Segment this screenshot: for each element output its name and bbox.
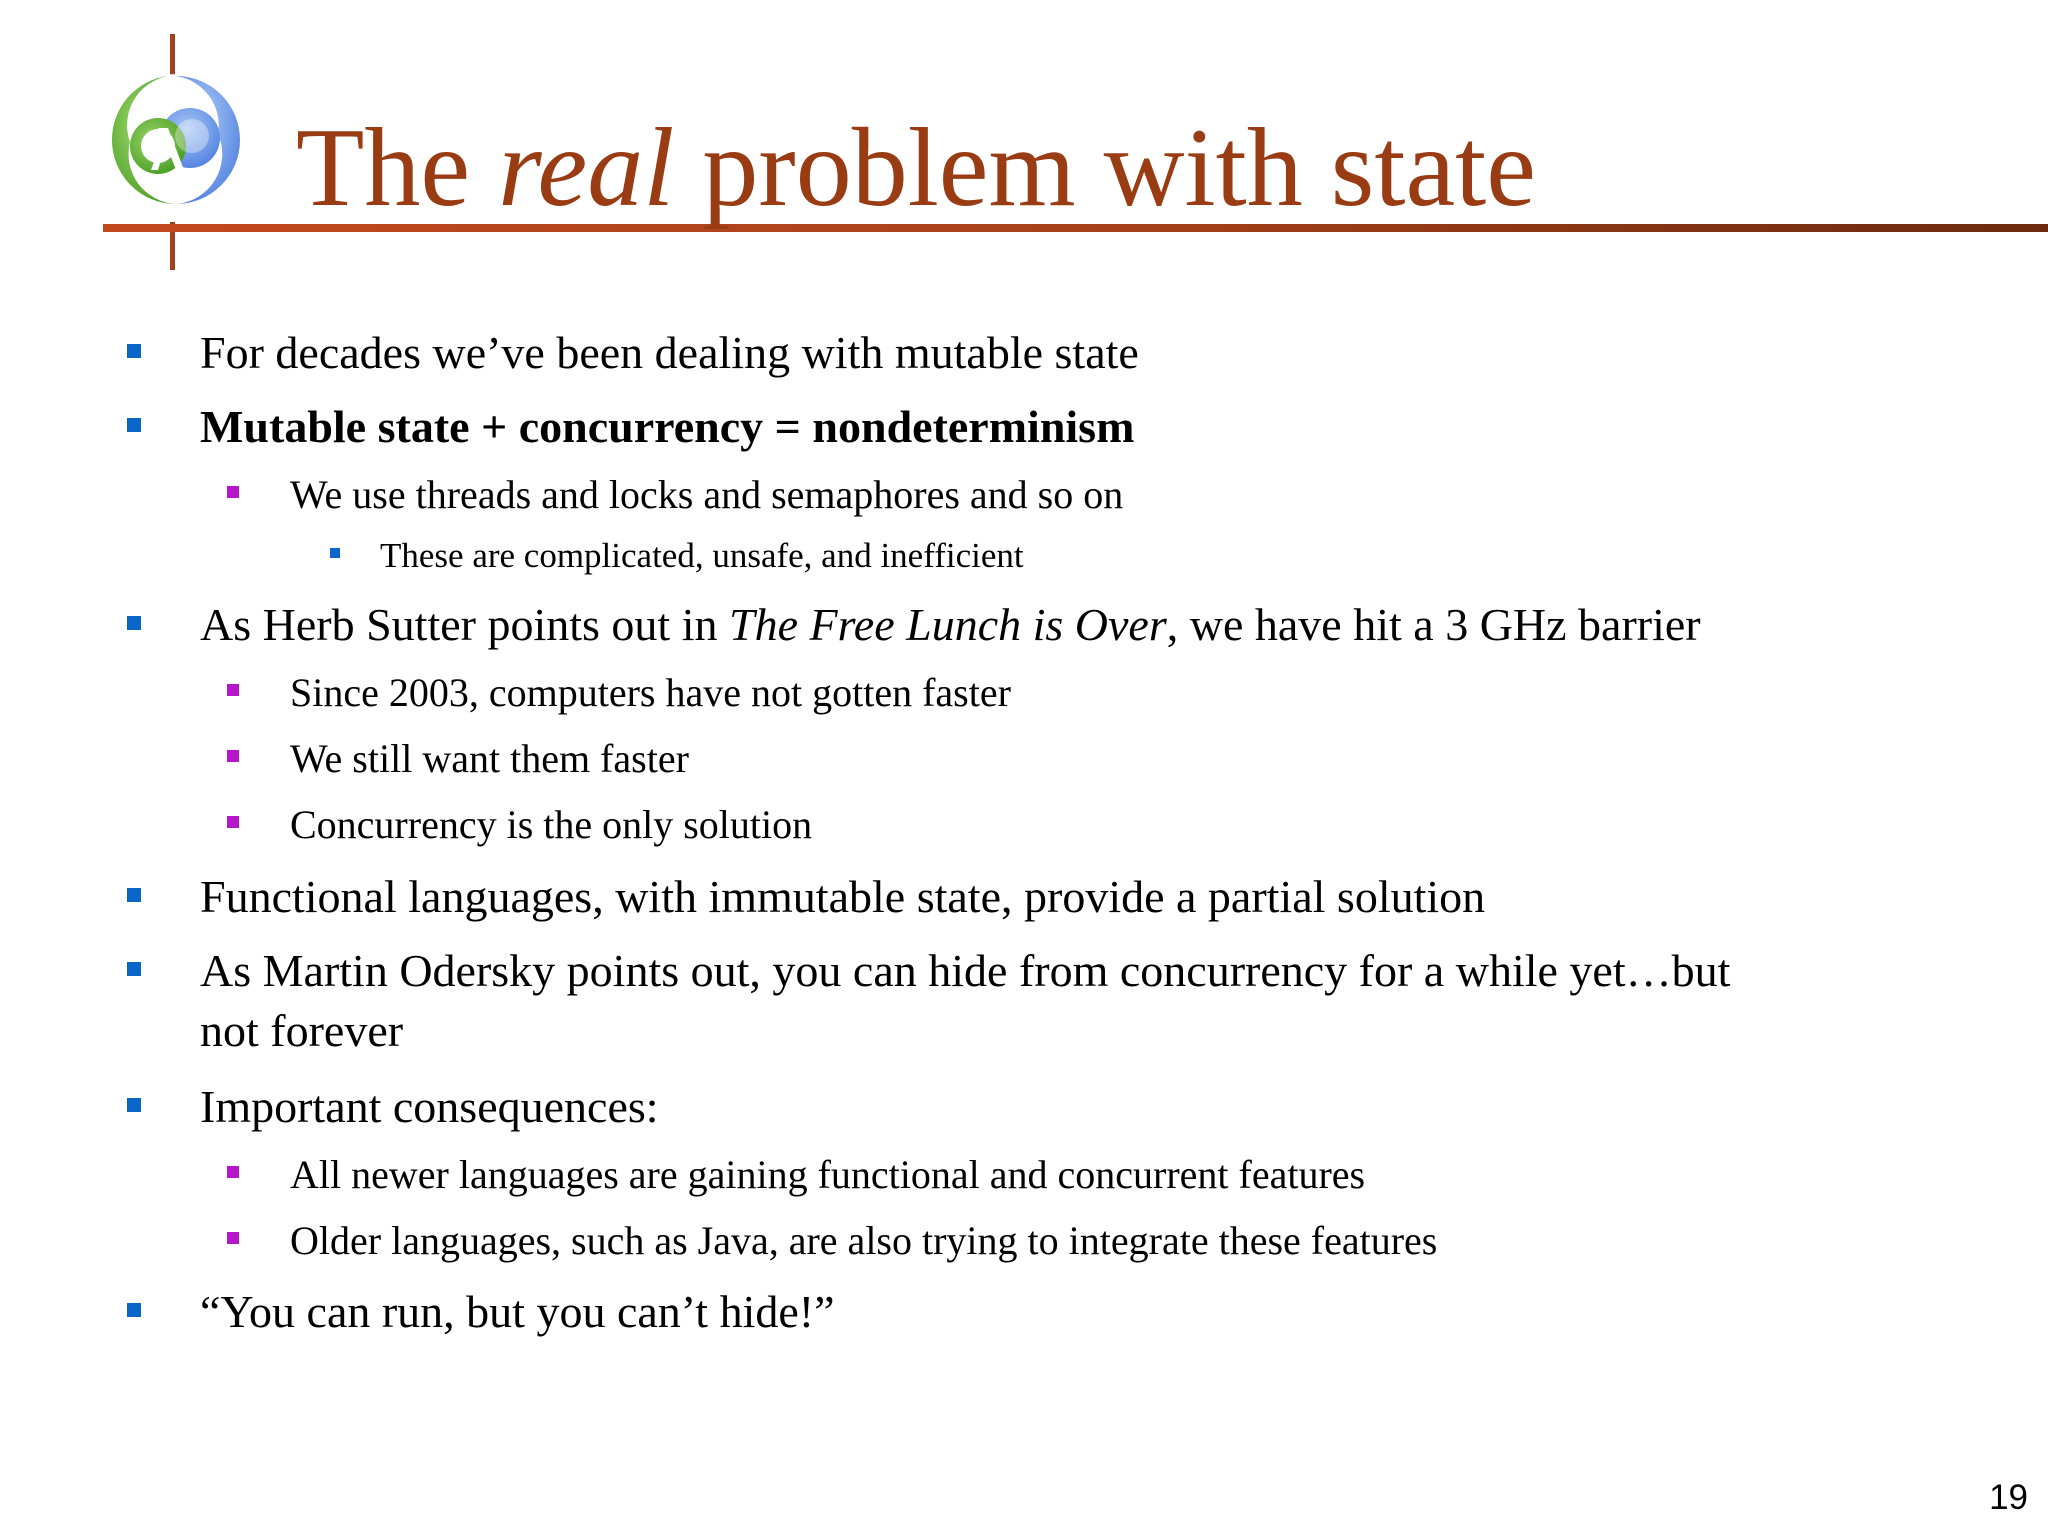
bullet-text: Older languages, such as Java, are also trying to integrate these features bbox=[290, 1218, 1438, 1263]
bullet-text: We use threads and locks and semaphores and so on bbox=[290, 472, 1124, 517]
bullet-text: Concurrency is the only solution bbox=[290, 802, 813, 847]
bullet-important-consequences bbox=[200, 1079, 659, 1135]
subbullet-square-icon bbox=[227, 1232, 239, 1244]
clojure-logo-icon bbox=[108, 72, 244, 208]
bullet-text: We still want them faster bbox=[290, 736, 689, 781]
bullet-text: Functional languages, with immutable state, provide a partial solution bbox=[200, 871, 1486, 922]
bullet-text-line-1: As Martin Odersky points out, you can hide from concurrency for a while yet…but bbox=[200, 945, 1731, 996]
subbullet-newer-languages bbox=[290, 1150, 1365, 1200]
bullet-text-before: As Herb Sutter points out in bbox=[200, 599, 729, 650]
bullet-square-icon bbox=[127, 616, 141, 630]
bullet-square-icon bbox=[127, 1098, 141, 1112]
accent-vertical-line-top bbox=[170, 34, 175, 76]
bullet-square-icon bbox=[127, 344, 141, 358]
subbullet-threads-locks bbox=[290, 470, 1123, 520]
subbullet-square-icon bbox=[227, 684, 239, 696]
bullet-mutable-state-decades bbox=[200, 325, 1139, 381]
bullet-nondeterminism bbox=[200, 399, 1134, 455]
bullet-free-lunch bbox=[200, 597, 1701, 653]
bullet-text: Mutable state + concurrency = nondeterminism bbox=[200, 401, 1135, 452]
bullet-functional-languages bbox=[200, 869, 1485, 925]
subbullet-only-solution bbox=[290, 800, 812, 850]
subbullet-older-languages bbox=[290, 1216, 1437, 1266]
bullet-text-after: , we have hit a 3 GHz barrier bbox=[1166, 599, 1701, 650]
bullet-text: For decades we’ve been dealing with mutable state bbox=[200, 327, 1139, 378]
subbullet-square-icon bbox=[227, 1166, 239, 1178]
title-emphasis: real bbox=[498, 106, 675, 230]
bullet-text: Since 2003, computers have not gotten faster bbox=[290, 670, 1011, 715]
title-prefix: The bbox=[296, 106, 499, 230]
bullet-martin-odersky bbox=[200, 943, 1730, 1059]
page-number: 19 bbox=[1989, 1478, 2028, 1517]
bullet-square-icon bbox=[127, 418, 141, 432]
subsubbullet-complicated bbox=[380, 534, 1024, 578]
bullet-run-but-not-hide bbox=[200, 1284, 835, 1340]
bullet-text: “You can run, but you can’t hide!” bbox=[200, 1286, 835, 1337]
bullet-square-icon bbox=[127, 962, 141, 976]
bullet-square-icon bbox=[127, 1303, 141, 1317]
subbullet-square-icon bbox=[227, 486, 239, 498]
slide-title bbox=[296, 103, 1536, 233]
bullet-text: Important consequences: bbox=[200, 1081, 659, 1132]
bullet-text bbox=[200, 597, 1701, 653]
book-title: The Free Lunch is Over bbox=[728, 599, 1167, 650]
subbullet-since-2003 bbox=[290, 668, 1011, 718]
title-suffix: problem with state bbox=[674, 106, 1536, 230]
bullet-text: These are complicated, unsafe, and inefficient bbox=[380, 536, 1024, 575]
bullet-text-line-2: not forever bbox=[200, 1005, 404, 1056]
subbullet-square-icon bbox=[227, 816, 239, 828]
subbullet-square-icon bbox=[227, 750, 239, 762]
subsubbullet-square-icon bbox=[330, 548, 340, 558]
subbullet-want-faster bbox=[290, 734, 689, 784]
bullet-text: All newer languages are gaining functional and concurrent features bbox=[290, 1152, 1366, 1197]
bullet-square-icon bbox=[127, 888, 141, 902]
